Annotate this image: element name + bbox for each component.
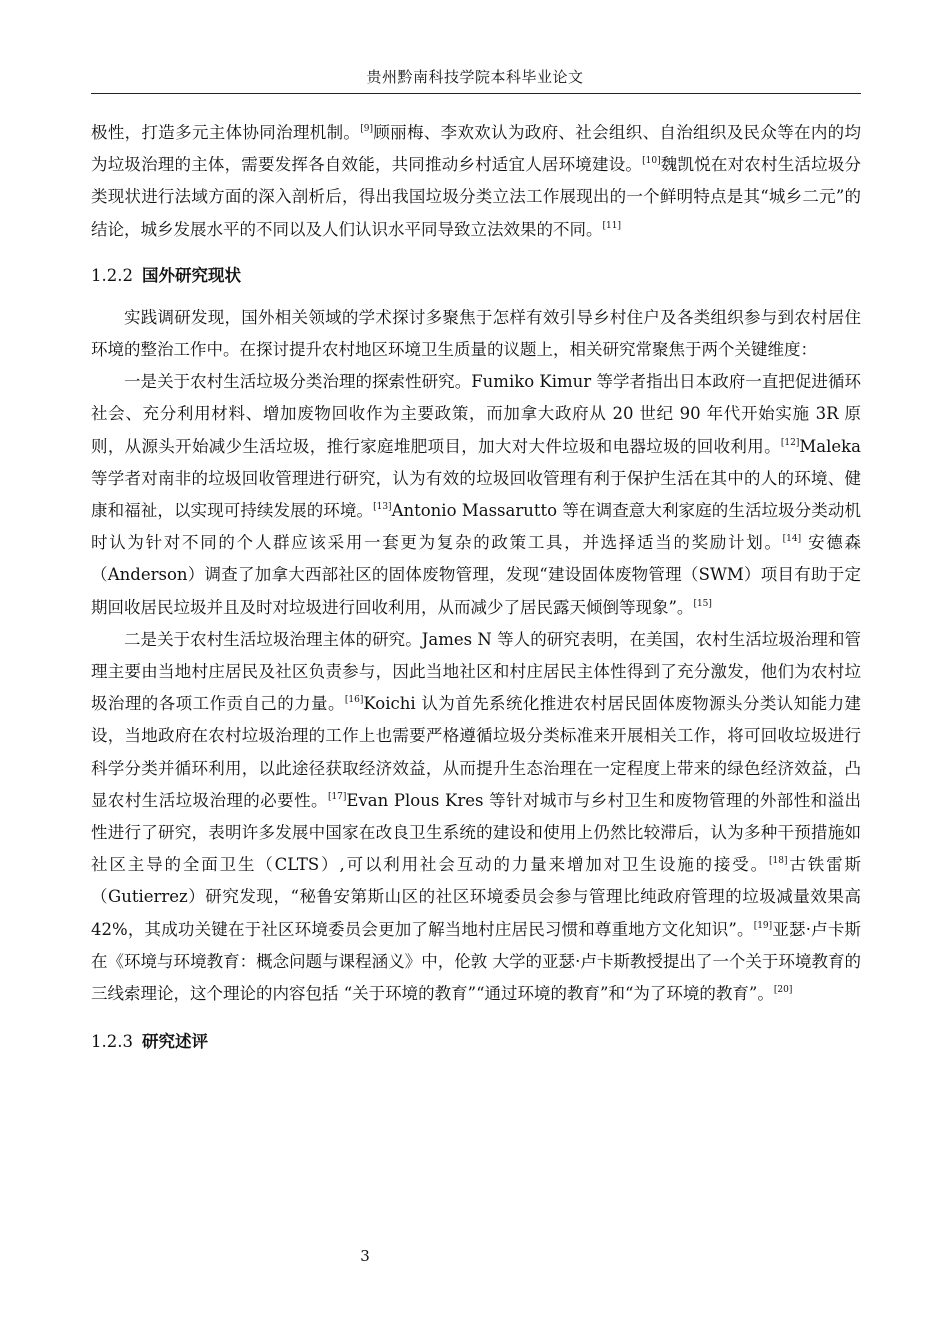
page-header: 贵州黔南科技学院本科毕业论文 — [366, 68, 584, 86]
citation-18: [18] — [769, 856, 788, 867]
citation-16: [16] — [344, 695, 364, 706]
paragraph-text: Antonio Massarutto 等在调查意大利家庭的生活垃圾分类动机时认为针对不同的个人群应该采用一套更为复杂的政策工具，并选择适当的奖励计划。 — [91, 501, 861, 553]
citation-14: [14] — [782, 534, 802, 545]
paragraph-text: 顾丽梅、李欢欢认为政府、社会组织、自治组织及民众等在内的均为垃圾治理的主体，需要发挥各自效能，共同推动乡村适宜人居环境建设。 — [91, 123, 862, 175]
citation-12: [12] — [780, 437, 800, 448]
header-rule — [91, 93, 861, 94]
citation-9: [9] — [360, 124, 373, 134]
paragraph-text: 二是关于农村生活垃圾治理主体的研究。James N 等人的研究表明，在美国，农村生活垃圾治理和管理主要由当地村庄居民及社区负责参与，因此当地社区和村庄居民主体性得到了充分激发，他们为农村垃圾治理的各项工作贡自己的力量。 — [91, 629, 861, 714]
paragraph-text: 魏凯悦在对农村生活垃圾分类现状进行法域方面的深入剖析后，得出我国垃圾分类立法工作展现出的一个鲜明特点是其“城乡二元”的结论，城乡发展水平的不同以及人们认识水平同导致立法效果的不同。 — [91, 155, 862, 239]
page-number: 3 — [360, 1247, 370, 1265]
section-title: 研究述评 — [141, 1032, 208, 1052]
main-content — [91, 117, 861, 1058]
paragraph-classification-research — [91, 366, 861, 624]
paragraph-text: Evan Plous Kres 等针对城市与乡村卫生和废物管理的外部性和溢出性进行了研究，表明许多发展中国家在改良卫生系统的建设和使用上仍然比较滞后，认为多种干预措施如社区主导的全面卫生（CLTS）,可以利用社会互动的力量来增加对卫生设施的接受。 — [91, 790, 862, 875]
citation-17: [17] — [327, 791, 347, 802]
citation-13: [13] — [373, 502, 392, 513]
citation-20: [20] — [773, 985, 793, 996]
paragraph-text: 古铁雷斯（Gutierrez）研究发现，“秘鲁安第斯山区的社区环境委员会参与管理比纯政府管理的垃圾减量效果高 42%，其成功关键在于社区环境委员会更加了解当地村庄居民习惯和尊重地方文化知识”。 — [91, 855, 862, 939]
paragraph-text: 实践调研发现，国外相关领域的学术探讨多聚焦于怎样有效引导乡村住户及各类组织参与到农村居住环境的整治工作中。在探讨提升农村地区环境卫生质量的议题上，相关研究常聚焦于两个关键维度： — [91, 307, 861, 360]
citation-10: [10] — [642, 156, 661, 167]
section-title: 国外研究现状 — [141, 265, 241, 285]
paragraph-text: 一是关于农村生活垃圾分类治理的探索性研究。Fumiko Kimur 等学者指出日本政府一直把促进循环社会、充分利用材料、增加废物回收作为主要政策，而加拿大政府从 20 世纪 90 年代开始实施 3R 原则，从源头开始减少生活垃圾，推行家庭堆肥项目，加大对大件垃圾和电器垃圾的回收利用。 — [91, 372, 861, 456]
section-number: 1.2.3 — [91, 1032, 133, 1052]
paragraph-text: Koichi 认为首先系统化推进农村居民固体废物源头分类认知能力建设，当地政府在农村垃圾治理的工作上也需要严格遵循垃圾分类标准来开展相关工作，将可回收垃圾进行科学分类并循环利用，以此途径获取经济效益，从而提升生态治理在一定程度上带来的绿色经济效益，凸显农村生活垃圾治理的必要性。 — [91, 694, 862, 810]
paragraph-governance-subject-research — [91, 624, 861, 1010]
paragraph-text: 亚瑟·卢卡斯在《环境与环境教育：概念问题与课程涵义》中，伦敦 大学的亚瑟·卢卡斯教授提出了一个关于环境教育的三线索理论，这个理论的内容包括 “关于环境的教育”“通过环境的教育”和“为了环境的教育”。 — [91, 919, 862, 1004]
citation-19: [19] — [753, 920, 773, 931]
section-heading-research-review — [91, 1026, 861, 1058]
section-heading-foreign-research — [91, 260, 861, 292]
paragraph-domestic-research-continued — [91, 117, 861, 246]
paragraph-foreign-intro — [91, 302, 861, 366]
paragraph-text: 安德森（Anderson）调查了加拿大西部社区的固体废物管理，发现“建设固体废物管理（SWM）项目有助于定期回收居民垃圾并且及时对垃圾进行回收利用，从而减少了居民露天倾倒等现象”。 — [91, 533, 862, 617]
section-number: 1.2.2 — [91, 265, 133, 285]
citation-11: [11] — [602, 220, 621, 231]
citation-15: [15] — [693, 598, 712, 609]
paragraph-text: 极性，打造多元主体协同治理机制。 — [91, 123, 361, 142]
paragraph-text: Maleka 等学者对南非的垃圾回收管理进行研究，认为有效的垃圾回收管理有利于保护生活在其中的人的环境、健康和福祉，以实现可持续发展的环境。 — [91, 436, 861, 521]
